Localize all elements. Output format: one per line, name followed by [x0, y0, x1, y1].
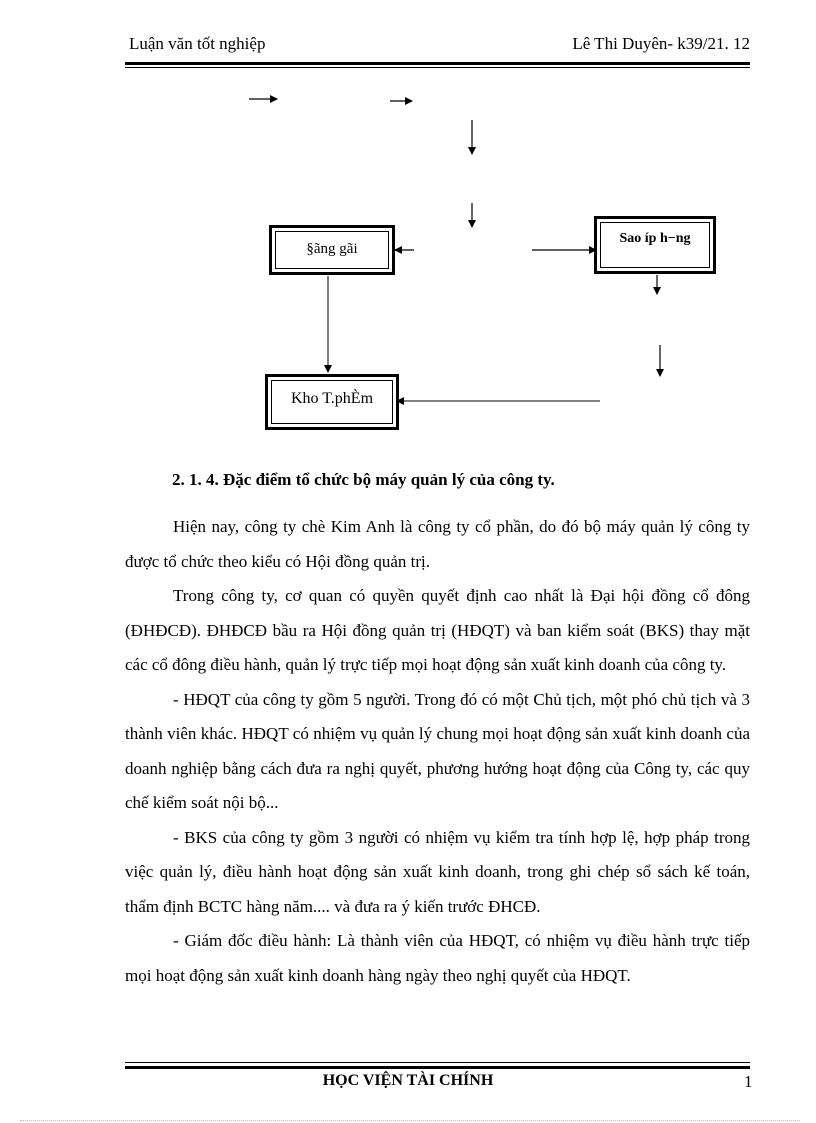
page-number: 1 — [744, 1072, 753, 1091]
box-warehouse-label: Kho T.phÈm — [290, 390, 374, 407]
box-sales — [594, 216, 716, 274]
body-text — [125, 510, 750, 993]
section-heading: 2. 1. 4. Đặc điểm tổ chức bộ máy quản lý của công ty. — [172, 470, 555, 489]
header-author: Lê Thi Duyên- k39/21. 12 — [572, 34, 750, 53]
box-packing-label: §ãng gãi — [306, 241, 358, 257]
production-flow-diagram — [0, 0, 816, 460]
paragraph-1: Hiện nay, công ty chè Kim Anh là công ty cổ phần, do đó bộ máy quản lý công ty được tổ chức theo kiểu có Hội đồng quản trị. — [125, 517, 750, 571]
paragraph-4: - BKS của công ty gồm 3 người có nhiệm vụ kiểm tra tính hợp lệ, hợp pháp trong việc quản lý, điều hành hoạt động sản xuất kinh doanh, trong ghi chép sổ sách kế toán, thẩm định BCTC hàng năm.... và đưa ra ý kiến trước ĐHCĐ. — [125, 827, 750, 916]
footer-rule-thin — [125, 1062, 750, 1063]
footer-rule-thick — [125, 1066, 750, 1069]
box-packing — [269, 225, 395, 275]
page-edge-dotted-line — [20, 1120, 800, 1121]
paragraph-3: - HĐQT của công ty gồm 5 người. Trong đó có một Chủ tịch, một phó chủ tịch và 3 thành viên khác. HĐQT có nhiệm vụ quản lý chung mọi hoạt động sản xuất kinh doanh của doanh nghiệp bằng cách đưa ra nghị quyết, phương hướng hoạt động của Công ty, các quy chế kiểm soát nội bộ... — [125, 689, 750, 812]
box-sales-label: Sao íp h−ng — [619, 231, 691, 246]
header-thesis-label: Luận văn tốt nghiệp — [129, 34, 266, 53]
paragraph-2: Trong công ty, cơ quan có quyền quyết định cao nhất là Đại hội đồng cổ đông (ĐHĐCĐ). ĐHĐCĐ bầu ra Hội đồng quản trị (HĐQT) và ban kiểm soát (BKS) thay mặt các cổ đông điều hành, quản lý trực tiếp mọi hoạt động sản xuất kinh doanh của công ty. — [125, 586, 750, 674]
paragraph-5: - Giám đốc điều hành: Là thành viên của HĐQT, có nhiệm vụ điều hành trực tiếp mọi hoạt động sản xuất kinh doanh hàng ngày theo nghị quyết của HĐQT. — [125, 931, 750, 985]
footer-institution: HỌC VIỆN TÀI CHÍNH — [322, 1072, 494, 1089]
box-sales-inner — [600, 222, 710, 268]
box-warehouse — [265, 374, 399, 430]
box-packing-inner — [275, 231, 389, 269]
box-warehouse-inner — [271, 380, 393, 424]
